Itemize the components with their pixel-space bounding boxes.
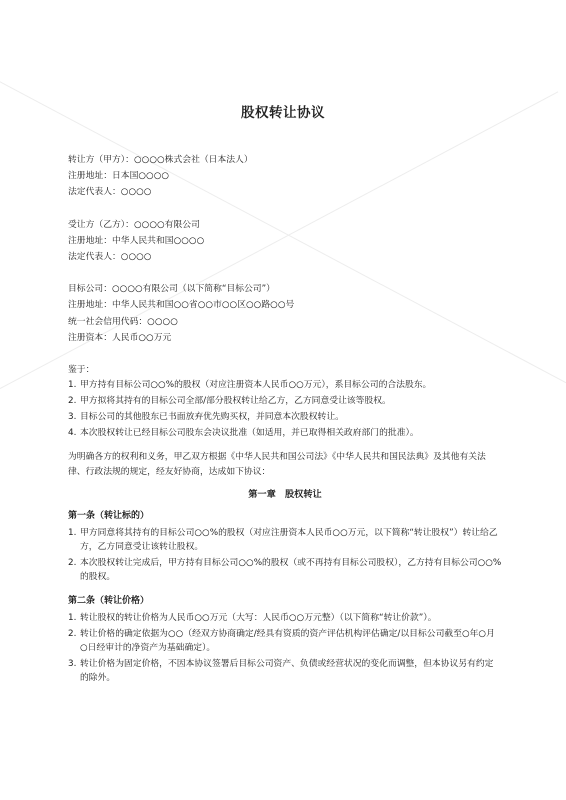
- recitals-list: [68, 378, 502, 440]
- list-text: 目标公司的其他股东已书面放弃优先购买权，并同意本次股权转让。: [80, 412, 344, 423]
- list-text: 甲方持有目标公司○○%的股权（对应注册资本人民币○○万元），系目标公司的合法股东。: [80, 380, 432, 391]
- list-item: [68, 627, 502, 655]
- list-item: [68, 657, 502, 685]
- transferor-representative: 法定代表人：○○○○: [68, 187, 152, 198]
- list-text: 本次股权转让完成后，甲方持有目标公司○○%的股权（或不再持有目标公司股权），乙方持有目标公司○○%的股权。: [80, 558, 502, 583]
- list-item: [68, 410, 502, 424]
- list-item: [68, 378, 502, 392]
- list-text: 转让价格为固定价格，不因本协议签署后目标公司资产、负债或经营状况的变化而调整，但本协议另有约定的除外。: [80, 659, 494, 684]
- list-number: 1.: [68, 380, 77, 391]
- list-text: 甲方拟将其持有的目标公司全部/部分股权转让给乙方，乙方同意受让该等股权。: [80, 396, 391, 407]
- list-number: 2.: [68, 629, 77, 640]
- list-item: [68, 556, 502, 584]
- spacer: [68, 201, 502, 217]
- transferor-party: 转让方（甲方）：○○○○株式会社（日本法人）: [68, 155, 253, 165]
- chapter-title: 第一章 股权转让: [248, 489, 322, 501]
- list-text: 本次股权转让已经目标公司股东会决议批准（如适用，并已取得相关政府部门的批准）。: [80, 428, 419, 439]
- list-number: 1.: [68, 613, 77, 624]
- intro-paragraph: 为明确各方的权利和义务，甲乙双方根据《中华人民共和国公司法》《中华人民共和国民法典》及其他有关法律、行政法规的规定，经友好协商，达成如下协议：: [68, 452, 486, 477]
- transferor-address: 注册地址：日本国○○○○: [68, 171, 170, 182]
- article-heading: 第二条（转让价格）: [68, 596, 150, 607]
- document-title: 股权转让协议: [241, 105, 325, 121]
- list-number: 3.: [68, 659, 77, 670]
- target-address: 注册地址：中华人民共和国○○省○○市○○区○○路○○号: [68, 300, 295, 311]
- list-item: [68, 611, 502, 625]
- list-number: 2.: [68, 558, 77, 569]
- list-text: 转让股权的转让价格为人民币○○万元（大写：人民币○○万元整）（以下简称“转让价款”）。: [80, 613, 437, 624]
- list-number: 2.: [68, 396, 77, 407]
- article2-list: [68, 611, 502, 685]
- recitals-heading: 鉴于：: [68, 365, 95, 376]
- spacer: [68, 346, 502, 362]
- list-item: [68, 526, 502, 554]
- spacer: [68, 442, 502, 450]
- spacer: [68, 265, 502, 281]
- transferee-party: 受让方（乙方）：○○○○有限公司: [68, 219, 200, 230]
- list-text: 转让价格的确定依据为○○（经双方协商确定/经具有资质的资产评估机构评估确定/以目标公司截至○年○月○日经审计的净资产为基础确定）。: [80, 629, 495, 654]
- transferee-representative: 法定代表人：○○○○: [68, 252, 152, 263]
- document-body: [68, 152, 502, 687]
- list-number: 1.: [68, 528, 77, 539]
- article-heading: 第一条（转让标的）: [68, 511, 150, 522]
- target-registered-capital: 注册资本：人民币○○万元: [68, 332, 172, 343]
- target-credit-code: 统一社会信用代码：○○○○: [68, 316, 178, 327]
- transferee-address: 注册地址：中华人民共和国○○○○: [68, 235, 205, 246]
- list-number: 4.: [68, 428, 77, 439]
- list-number: 3.: [68, 412, 77, 423]
- list-item: [68, 426, 502, 440]
- list-text: 甲方同意将其持有的目标公司○○%的股权（对应注册资本人民币○○万元，以下简称“转让股权”）转让给乙方，乙方同意受让该转让股权。: [80, 528, 498, 553]
- spacer: [68, 586, 502, 594]
- list-item: [68, 394, 502, 408]
- article1-list: [68, 526, 502, 584]
- target-company: 目标公司：○○○○有限公司（以下简称“目标公司”）: [68, 284, 275, 295]
